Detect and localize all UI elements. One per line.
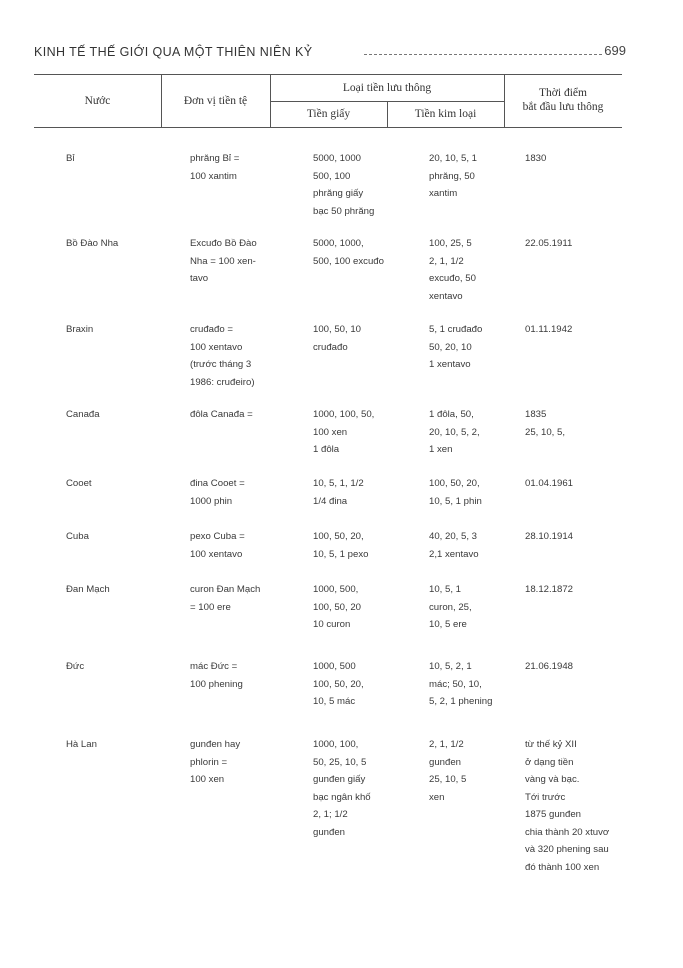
cell-unit: đôla Canađa =: [190, 409, 253, 420]
cell-metal: 2, 1, 1/2 gunđen 25, 10, 5 xen: [429, 739, 467, 803]
cell-paper: 5000, 1000, 500, 100 excuđo: [313, 238, 384, 267]
cell-paper: 5000, 1000 500, 100 phrăng giấy bạc 50 phrăng: [313, 153, 375, 217]
cell-date: 22.05.1911: [525, 238, 573, 249]
cell-paper: 1000, 100, 50, 100 xen 1 đôla: [313, 409, 375, 455]
cell-metal: 10, 5, 2, 1 mác; 50, 10, 5, 2, 1 phening: [429, 661, 493, 707]
running-title: KINH TẾ THẾ GIỚI QUA MỘT THIÊN NIÊN KỶ: [34, 45, 313, 59]
header-start-line2: bắt đầu lưu thông: [522, 101, 604, 113]
cell-metal: 100, 50, 20, 10, 5, 1 phin: [429, 478, 482, 507]
header-country: Nước: [84, 95, 111, 107]
header-paper: Tiền giấy: [306, 108, 351, 120]
cell-metal: 5, 1 cruđađo 50, 20, 10 1 xentavo: [429, 324, 483, 370]
cell-country: Hà Lan: [66, 739, 97, 750]
table-header: [34, 74, 622, 128]
cell-unit: mác Đức = 100 phening: [190, 661, 243, 690]
cell-metal: 20, 10, 5, 1 phrăng, 50 xantim: [429, 153, 478, 199]
cell-paper: 1000, 100, 50, 25, 10, 5 gunđen giấy bạc ngân khố 2, 1; 1/2 gunđen: [313, 739, 371, 838]
cell-date: 21.06.1948: [525, 661, 574, 672]
cell-metal: 100, 25, 5 2, 1, 1/2 excuđo, 50 xentavo: [429, 238, 476, 302]
cell-metal: 1 đôla, 50, 20, 10, 5, 2, 1 xen: [429, 409, 480, 455]
cell-unit: phrăng Bỉ = 100 xantim: [190, 153, 240, 182]
cell-country: Canađa: [66, 409, 100, 420]
page-number: 699: [604, 43, 626, 58]
cell-date: 18.12.1872: [525, 584, 574, 595]
header-start-line1: Thời điểm: [539, 87, 587, 99]
cell-metal: 10, 5, 1 curon, 25, 10, 5 ere: [429, 584, 472, 630]
cell-country: Bỉ: [66, 153, 75, 164]
cell-unit: curon Đan Mạch = 100 ere: [190, 584, 261, 613]
cell-date: 1835 25, 10, 5,: [525, 409, 566, 438]
header-rule: [364, 54, 602, 55]
header-subdivider: [270, 101, 504, 102]
cell-date: 01.11.1942: [525, 324, 573, 335]
cell-paper: 10, 5, 1, 1/2 1/4 đina: [313, 478, 364, 507]
cell-country: Đan Mạch: [66, 584, 110, 595]
cell-country: Đức: [66, 661, 85, 672]
cell-date: từ thế kỷ XII ở dạng tiền vàng và bạc. Tới trước 1875 gunđen chia thành 20 xtuvơ và 320 phening sau đó thành 100 xen: [525, 739, 610, 873]
cell-metal: 40, 20, 5, 3 2,1 xentavo: [429, 531, 479, 560]
cell-unit: Excuđo Bồ Đào Nha = 100 xen- tavo: [190, 238, 257, 284]
cell-country: Cooet: [66, 478, 92, 489]
cell-date: 1830: [525, 153, 547, 164]
cell-unit: cruđađo = 100 xentavo (trước tháng 3 1986: cruđeiro): [190, 324, 255, 388]
cell-unit: pexo Cuba = 100 xentavo: [190, 531, 245, 560]
header-unit: Đơn vị tiền tệ: [183, 95, 248, 107]
cell-paper: 1000, 500, 100, 50, 20 10 curon: [313, 584, 362, 630]
running-header: [34, 45, 626, 63]
header-metal: Tiền kim loại: [414, 108, 477, 120]
cell-date: 28.10.1914: [525, 531, 574, 542]
cell-unit: đina Cooet = 1000 phin: [190, 478, 245, 507]
cell-country: Braxin: [66, 324, 94, 335]
cell-country: Bồ Đào Nha: [66, 238, 119, 249]
cell-paper: 1000, 500 100, 50, 20, 10, 5 mác: [313, 661, 364, 707]
cell-country: Cuba: [66, 531, 89, 542]
cell-paper: 100, 50, 10 cruđađo: [313, 324, 362, 353]
cell-unit: gunđen hay phlorin = 100 xen: [190, 739, 241, 785]
cell-paper: 100, 50, 20, 10, 5, 1 pexo: [313, 531, 369, 560]
cell-date: 01.04.1961: [525, 478, 574, 489]
header-circulation: Loại tiền lưu thông: [342, 82, 432, 94]
